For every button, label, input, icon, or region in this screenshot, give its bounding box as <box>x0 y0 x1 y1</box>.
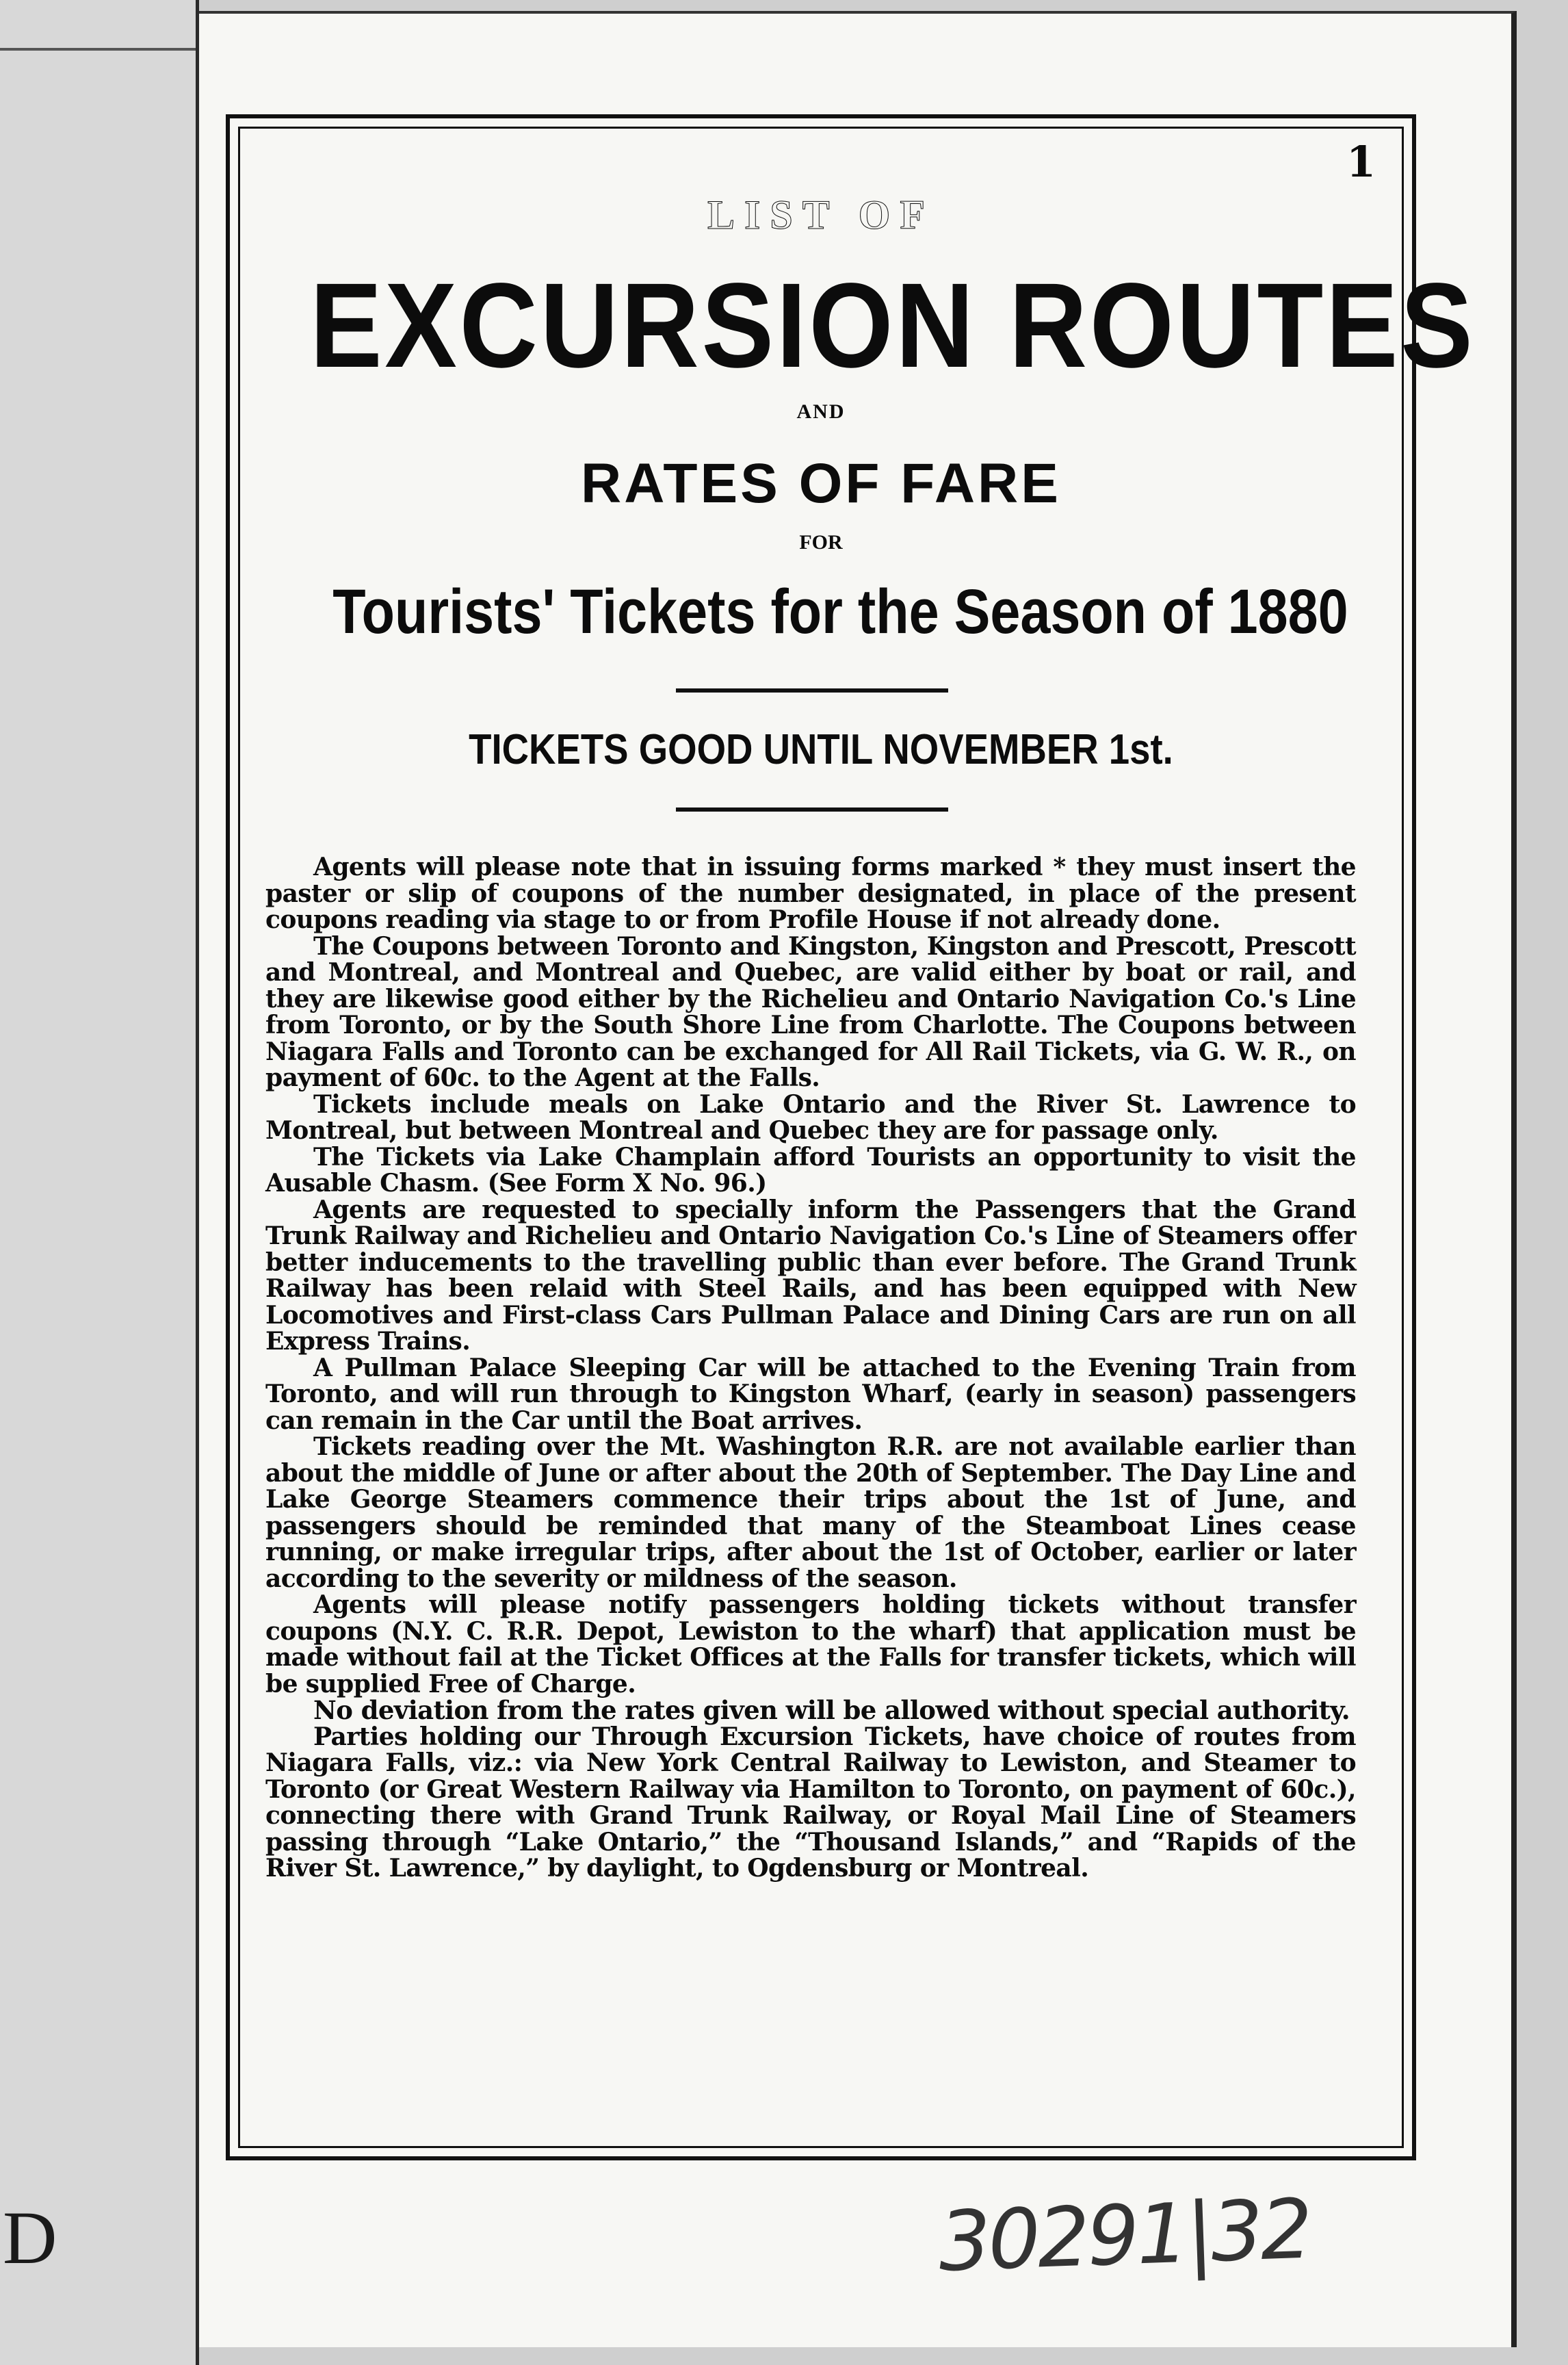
page-number: 1 <box>1346 137 1376 187</box>
edge-letter: D <box>3 2196 57 2279</box>
title-season: Tourists' Tickets for the Season of 1880 <box>332 577 1348 647</box>
title-for: FOR <box>799 531 843 554</box>
paragraph-transfer-tickets: Agents will please notify passengers holding tickets without transfer coupons (N.Y. C. R.R. Depot, Lewiston to the wharf) that application must be made without fail at the Ticket Offices at the Falls for transfer tickets, which will be supplied Free of Charge. <box>265 1590 1356 1698</box>
paragraph-coupons-paster: Agents will please note that in issuing forms marked * they must insert the paster or slip of coupons of the number designated, in place of the present coupons reading via stage to or from Profile House if not already done. <box>265 853 1356 934</box>
title-excursion-routes: EXCURSION ROUTES <box>310 259 1476 393</box>
validity-notice: TICKETS GOOD UNTIL NOVEMBER 1st. <box>469 726 1173 773</box>
handwritten-number: 30291|32 <box>937 2182 1312 2290</box>
paragraph-coupons-validity: The Coupons between Toronto and Kingston, Kingston and Prescott, Prescott and Montreal, and Montreal and Quebec, are valid either by boat or rail, and they are likewise good either by the Richelieu and Ontario Navigation Co.'s Line from Toronto, or by the South Shore Line from Charlotte. The Coupons between Niagara Falls and Toronto can be exchanged for All Rail Tickets, via G. W. R., on payment of 60c. to the Agent at the Falls. <box>265 931 1356 1092</box>
paragraph-meals: Tickets include meals on Lake Ontario and the River St. Lawrence to Montreal, but between Montreal and Quebec they are for passage only. <box>265 1089 1356 1145</box>
paragraph-mt-washington: Tickets reading over the Mt. Washington R.R. are not available earlier than about the middle of June or after about the 20th of September. The Day Line and Lake George Steamers commence their trips about the 1st of June, and passengers should be reminded that many of the Steamboat Lines cease running, or make irregular trips, after about the 1st of October, earlier or later according to the severity or mildness of the season. <box>265 1432 1356 1593</box>
divider-rule-bottom <box>676 807 948 812</box>
paragraph-grand-trunk: Agents are requested to specially inform the Passengers that the Grand Trunk Railway and Richelieu and Ontario Navigation Co.'s Line of Steamers offer better inducements to the travelling public than ever before. The Grand Trunk Railway has been relaid with Steel Rails, and has been equipped with New Locomotives and First-class Cars Pullman Palace and Dining Cars are run on all Express Trains. <box>265 1195 1356 1356</box>
paragraph-through-excursion: Parties holding our Through Excursion Tickets, have choice of routes from Niagara Falls, viz.: via New York Central Railway to Lewiston, and Steamer to Toronto (or Great Western Railway via Hamilton to Toronto, on payment of 60c.), connecting there with Grand Trunk Railway, or Royal Mail Line of Steamers passing through “Lake Ontario,” the “Thousand Islands,” and “Rapids of the River St. Lawrence,” by daylight, to Ogdensburg or Montreal. <box>265 1722 1356 1883</box>
paragraph-sleeping-car: A Pullman Palace Sleeping Car will be attached to the Evening Train from Toronto, and will run through to Kingston Wharf, (early in season) passengers can remain in the Car until the Boat arrives. <box>265 1353 1356 1435</box>
paragraph-lake-champlain: The Tickets via Lake Champlain afford Tourists an opportunity to visit the Ausable Chasm. (See Form X No. 96.) <box>265 1142 1356 1198</box>
divider-rule-top <box>676 688 948 693</box>
paragraph-no-deviation: No deviation from the rates given will be allowed without special authority. <box>313 1695 1350 1725</box>
binding-edge-line <box>0 48 196 51</box>
book-binding <box>0 0 199 2365</box>
title-list-of: LIST OF <box>707 192 935 237</box>
title-rates-of-fare: RATES OF FARE <box>581 452 1061 515</box>
notice-body <box>265 854 1356 1882</box>
title-and: AND <box>796 400 846 423</box>
